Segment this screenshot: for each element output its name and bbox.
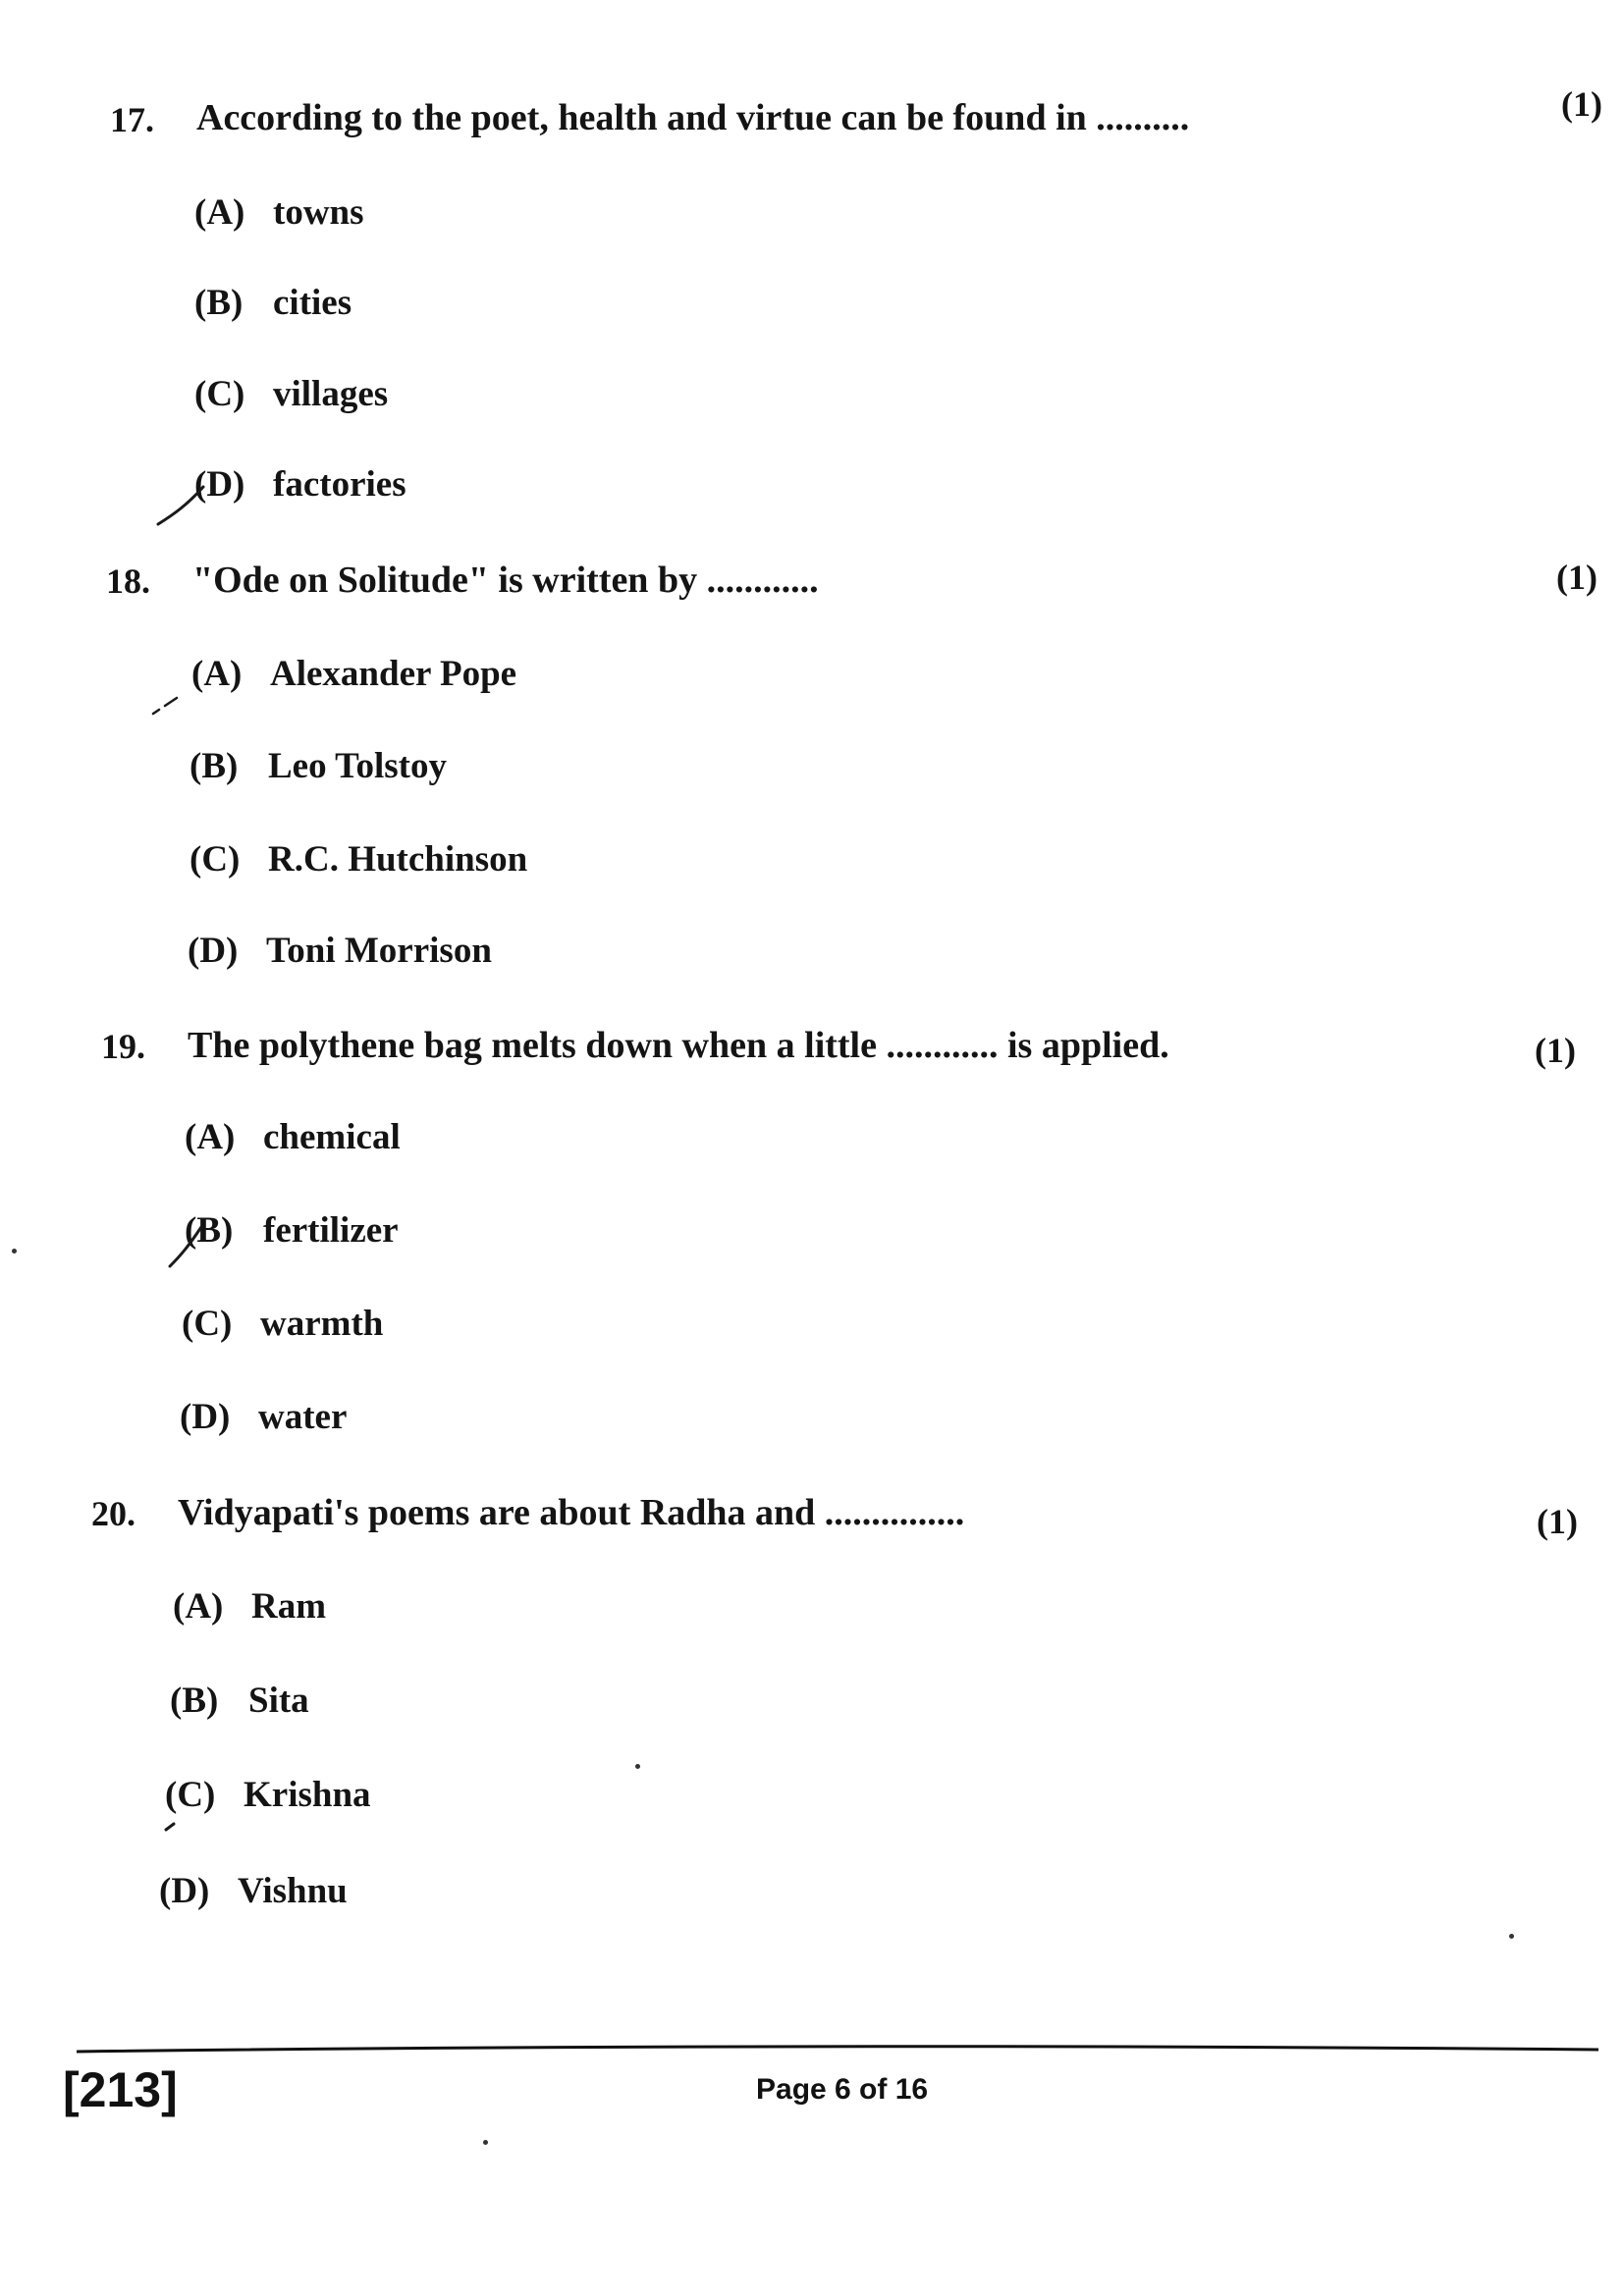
option-c[interactable] — [189, 841, 527, 878]
option-text: factories — [273, 464, 406, 505]
option-text: Vishnu — [238, 1871, 348, 1911]
option-letter: (C) — [194, 374, 245, 414]
option-text: Krishna — [244, 1775, 371, 1815]
option-c[interactable] — [182, 1306, 383, 1342]
option-a[interactable] — [173, 1588, 326, 1625]
option-text: Ram — [251, 1586, 327, 1627]
scan-speck — [1509, 1934, 1514, 1939]
footer-divider — [77, 2043, 1598, 2055]
question-text: Vidyapati's poems are about Radha and ............... — [178, 1492, 965, 1533]
option-text: villages — [273, 374, 389, 414]
option-a[interactable] — [194, 194, 364, 231]
option-d[interactable] — [188, 933, 492, 969]
option-text: cities — [273, 283, 352, 323]
option-letter: (D) — [194, 464, 245, 505]
scan-speck — [483, 2140, 488, 2145]
option-letter: (B) — [170, 1681, 219, 1721]
pen-dash-mark-icon — [147, 682, 196, 721]
page-number: Page 6 of 16 — [756, 2073, 929, 2106]
option-text: Alexander Pope — [270, 654, 517, 694]
option-text: fertilizer — [263, 1210, 399, 1251]
option-letter: (A) — [194, 192, 245, 233]
option-letter: (B) — [185, 1210, 234, 1251]
option-d[interactable] — [194, 466, 406, 503]
option-letter: (D) — [180, 1397, 231, 1437]
question-number: 17. — [110, 100, 154, 139]
question-marks: (1) — [1537, 1502, 1578, 1541]
option-d[interactable] — [159, 1873, 348, 1909]
option-text: chemical — [263, 1117, 401, 1157]
scan-speck — [635, 1764, 640, 1769]
option-c[interactable] — [194, 376, 388, 412]
option-letter: (C) — [189, 839, 241, 880]
option-text: Toni Morrison — [266, 931, 492, 971]
option-letter: (B) — [194, 283, 244, 323]
option-a[interactable] — [185, 1119, 401, 1155]
question-text: The polythene bag melts down when a little ............ is applied. — [188, 1025, 1169, 1066]
option-d[interactable] — [180, 1399, 347, 1435]
option-letter: (A) — [173, 1586, 224, 1627]
option-letter: (C) — [182, 1304, 233, 1344]
option-letter: (A) — [191, 654, 243, 694]
option-letter: (B) — [189, 746, 239, 786]
paper-code: [213] — [63, 2062, 178, 2117]
question-text: According to the poet, health and virtue can be found in .......... — [196, 97, 1190, 138]
option-b[interactable] — [185, 1212, 399, 1249]
option-text: warmth — [260, 1304, 384, 1344]
question-text: "Ode on Solitude" is written by ............ — [192, 560, 819, 601]
question-number: 20. — [91, 1494, 135, 1533]
option-c[interactable] — [165, 1777, 371, 1813]
question-marks: (1) — [1535, 1031, 1576, 1070]
question-number: 19. — [101, 1027, 145, 1066]
option-text: water — [258, 1397, 348, 1437]
option-letter: (C) — [165, 1775, 216, 1815]
option-b[interactable] — [170, 1682, 309, 1719]
option-text: towns — [273, 192, 364, 233]
question-number: 18. — [106, 561, 150, 601]
option-a[interactable] — [191, 656, 516, 692]
option-letter: (D) — [159, 1871, 210, 1911]
option-text: Sita — [248, 1681, 309, 1721]
option-text: Leo Tolstoy — [268, 746, 447, 786]
question-marks: (1) — [1556, 558, 1597, 597]
question-marks: (1) — [1561, 84, 1602, 124]
scan-speck — [12, 1249, 17, 1254]
option-letter: (D) — [188, 931, 239, 971]
option-letter: (A) — [185, 1117, 236, 1157]
option-b[interactable] — [189, 748, 447, 784]
option-text: R.C. Hutchinson — [268, 839, 528, 880]
option-b[interactable] — [194, 285, 352, 321]
